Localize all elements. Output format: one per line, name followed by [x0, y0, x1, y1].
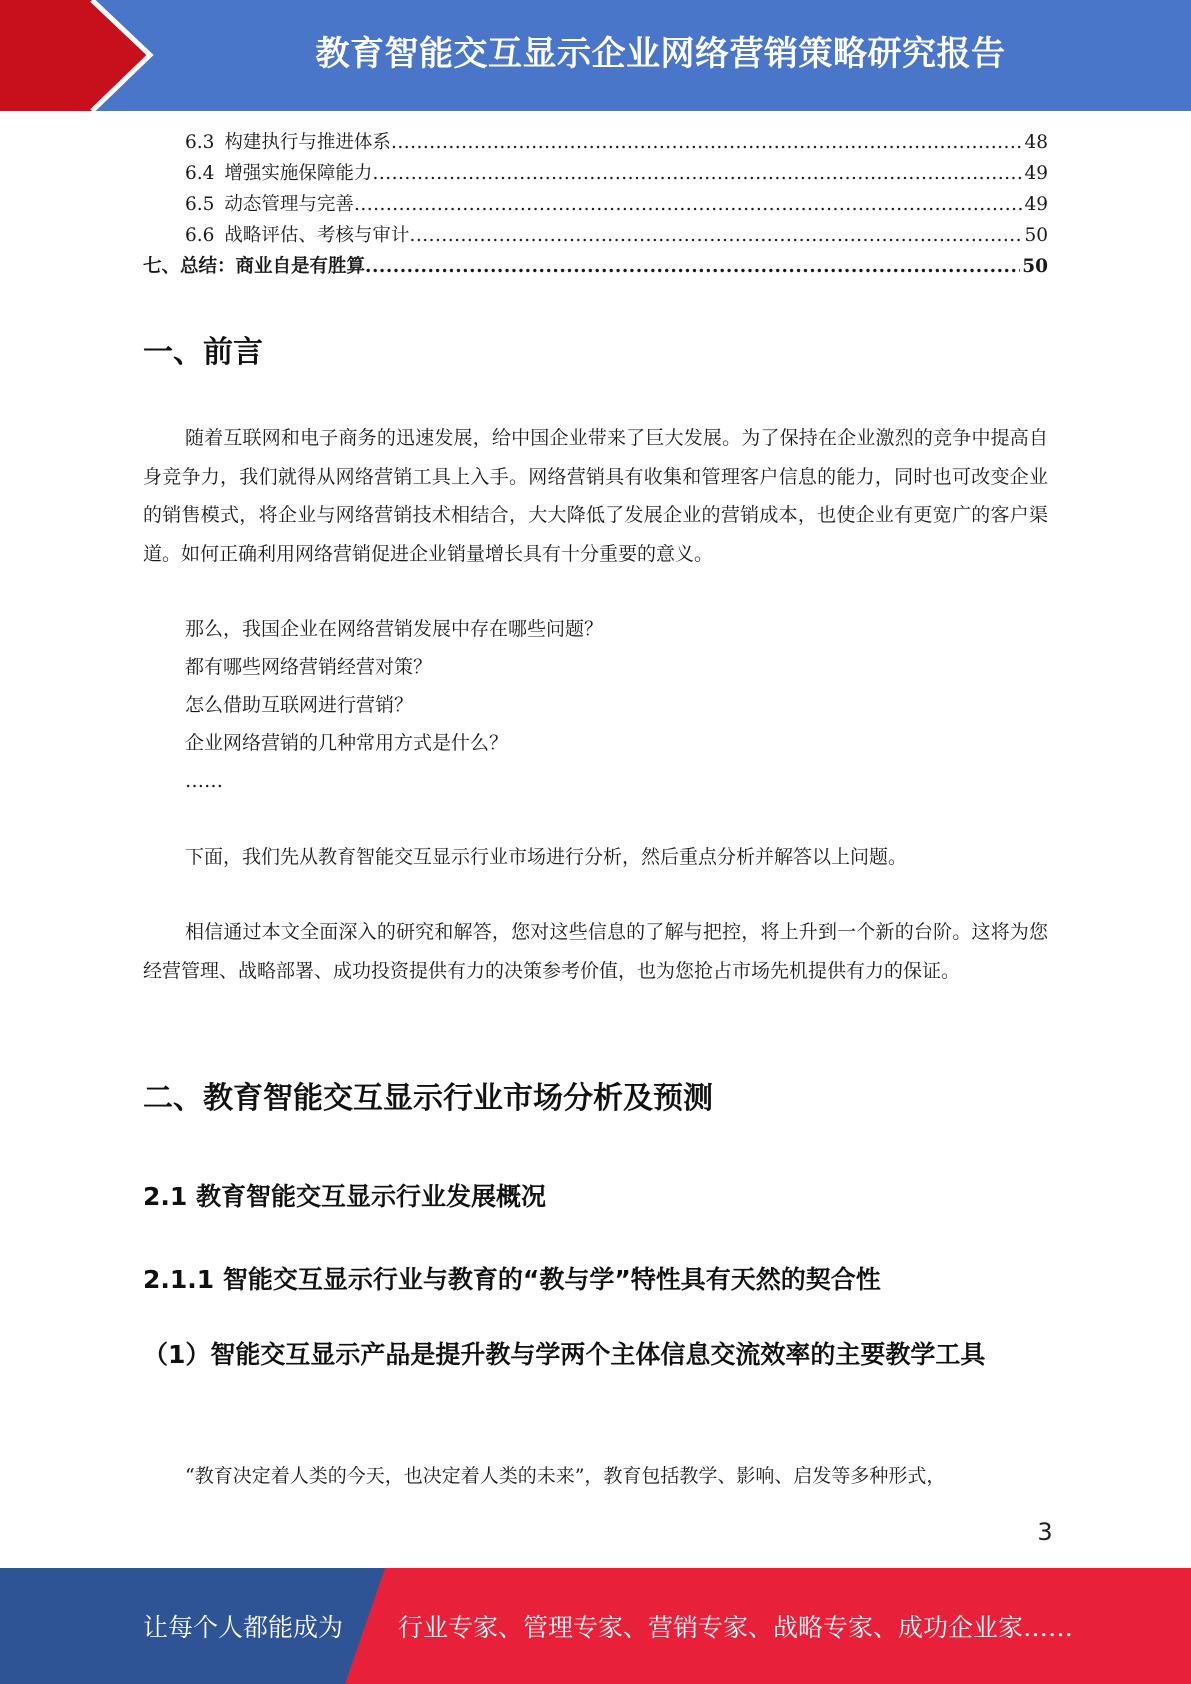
- footer-slogan-right: 行业专家、管理专家、营销专家、战略专家、成功企业家……: [398, 1613, 1074, 1642]
- toc-label: 动态管理与完善: [224, 194, 354, 215]
- toc-label: 战略评估、考核与审计: [224, 225, 410, 246]
- question-item-ellipsis: ……: [185, 770, 223, 792]
- toc-label: 增强实施保障能力: [224, 163, 373, 184]
- toc-leader-dots: [365, 251, 1020, 282]
- toc-page: 50: [1024, 225, 1048, 246]
- section-heading-market-analysis: 二、教育智能交互显示行业市场分析及预测: [143, 1081, 713, 1116]
- toc-entry[interactable]: [143, 220, 1048, 251]
- toc-leader-dots: [354, 189, 1023, 220]
- toc-number: 6.6: [185, 225, 215, 246]
- toc-entry[interactable]: [143, 158, 1048, 189]
- page-content: [143, 127, 1048, 1487]
- toc-entry[interactable]: [143, 251, 1048, 282]
- toc-leader-dots: [409, 220, 1022, 251]
- report-title: 教育智能交互显示企业网络营销策略研究报告: [315, 34, 1006, 74]
- page-number: 3: [1037, 1518, 1053, 1546]
- toc-page: 50: [1022, 256, 1048, 277]
- subsubsection-heading: 2.1.1 智能交互显示行业与教育的“教与学”特性具有天然的契合性: [143, 1265, 881, 1294]
- footer-slogan-left: 让每个人都能成为: [143, 1613, 344, 1642]
- table-of-contents: [143, 127, 1048, 282]
- red-arrow-decoration: [0, 0, 160, 111]
- toc-page: 48: [1024, 132, 1048, 153]
- question-list: [143, 610, 1048, 800]
- question-item: 那么，我国企业在网络营销发展中存在哪些问题？: [185, 618, 604, 640]
- subsection-heading: 2.1 教育智能交互显示行业发展概况: [143, 1182, 546, 1211]
- question-item: 都有哪些网络营销经营对策？: [185, 656, 433, 678]
- closing-paragraph: 相信通过本文全面深入的研究和解答，您对这些信息的了解与把控，将上升到一个新的台阶。这将为您经营管理、战略部署、成功投资提供有力的决策参考价值，也为您抢占市场先机提供有力的保证。: [143, 921, 1048, 982]
- toc-leader-dots: [391, 127, 1023, 158]
- toc-entry[interactable]: [143, 189, 1048, 220]
- point-heading: （1）智能交互显示产品是提升教与学两个主体信息交流效率的主要教学工具: [143, 1340, 986, 1369]
- toc-label: 构建执行与推进体系: [224, 132, 391, 153]
- toc-number: 6.4: [185, 163, 215, 184]
- preface-paragraph: 随着互联网和电子商务的迅速发展，给中国企业带来了巨大发展。为了保持在企业激烈的竞争中提高自身竞争力，我们就得从网络营销工具上入手。网络营销具有收集和管理客户信息的能力，同时也可改变企业的销售模式，将企业与网络营销技术相结合，大大降低了发展企业的营销成本，也使企业有更宽广的客户渠道。如何正确利用网络营销促进企业销量增长具有十分重要的意义。: [143, 427, 1048, 565]
- toc-page: 49: [1024, 194, 1048, 215]
- question-item: 怎么借助互联网进行营销？: [185, 694, 414, 716]
- toc-number: 6.3: [185, 132, 215, 153]
- analysis-intro-paragraph: 下面，我们先从教育智能交互显示行业市场进行分析，然后重点分析并解答以上问题。: [185, 846, 908, 868]
- page-header: [0, 0, 1191, 111]
- question-item: 企业网络营销的几种常用方式是什么？: [185, 732, 509, 754]
- toc-page: 49: [1024, 163, 1048, 184]
- toc-leader-dots: [372, 158, 1022, 189]
- page-footer: [0, 1568, 1191, 1684]
- toc-entry[interactable]: [143, 127, 1048, 158]
- section-heading-preface: 一、前言: [143, 335, 263, 370]
- toc-number: 6.5: [185, 194, 215, 215]
- toc-label: 七、总结：商业自是有胜算: [143, 256, 366, 277]
- quote-paragraph: “教育决定着人类的今天，也决定着人类的未来”，教育包括教学、影响、启发等多种形式，: [185, 1465, 946, 1487]
